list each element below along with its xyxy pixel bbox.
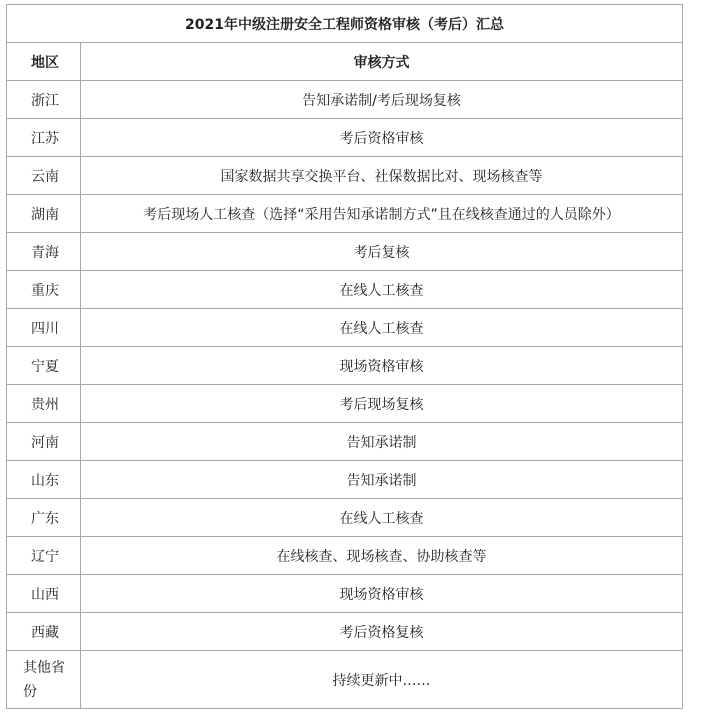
table-row (7, 461, 683, 499)
method-cell: 考后现场人工核查（选择“采用告知承诺制方式”且在线核查通过的人员除外） (81, 195, 683, 233)
method-cell: 考后现场复核 (81, 385, 683, 423)
region-cell: 湖南 (7, 195, 81, 233)
region-cell: 江苏 (7, 119, 81, 157)
region-cell: 重庆 (7, 271, 81, 309)
region-cell: 山西 (7, 575, 81, 613)
table-row (7, 575, 683, 613)
method-cell: 告知承诺制 (81, 423, 683, 461)
table-row (7, 499, 683, 537)
summary-table (6, 4, 683, 709)
region-cell: 西藏 (7, 613, 81, 651)
region-cell: 四川 (7, 309, 81, 347)
header-region: 地区 (7, 43, 81, 81)
region-cell: 宁夏 (7, 347, 81, 385)
method-cell: 告知承诺制 (81, 461, 683, 499)
region-cell: 贵州 (7, 385, 81, 423)
method-cell: 国家数据共享交换平台、社保数据比对、现场核查等 (81, 157, 683, 195)
table-title: 2021年中级注册安全工程师资格审核（考后）汇总 (7, 5, 683, 43)
region-cell: 山东 (7, 461, 81, 499)
region-cell: 广东 (7, 499, 81, 537)
method-cell: 现场资格审核 (81, 575, 683, 613)
table-row (7, 119, 683, 157)
region-cell: 河南 (7, 423, 81, 461)
method-cell: 考后复核 (81, 233, 683, 271)
method-cell: 在线人工核查 (81, 309, 683, 347)
region-cell: 青海 (7, 233, 81, 271)
table-row (7, 271, 683, 309)
region-cell: 其他省份 (7, 651, 81, 709)
region-cell: 浙江 (7, 81, 81, 119)
header-row (7, 43, 683, 81)
region-cell: 云南 (7, 157, 81, 195)
method-cell: 考后资格复核 (81, 613, 683, 651)
method-cell: 在线人工核查 (81, 271, 683, 309)
table-row (7, 81, 683, 119)
region-cell: 辽宁 (7, 537, 81, 575)
table-row (7, 613, 683, 651)
table-row (7, 385, 683, 423)
method-cell: 在线核查、现场核查、协助核查等 (81, 537, 683, 575)
header-method: 审核方式 (81, 43, 683, 81)
method-cell: 持续更新中…… (81, 651, 683, 709)
table-row (7, 537, 683, 575)
method-cell: 在线人工核查 (81, 499, 683, 537)
method-cell: 告知承诺制/考后现场复核 (81, 81, 683, 119)
table-row (7, 347, 683, 385)
table-row (7, 651, 683, 709)
table-row (7, 309, 683, 347)
table-row (7, 195, 683, 233)
title-row (7, 5, 683, 43)
table-row (7, 423, 683, 461)
method-cell: 现场资格审核 (81, 347, 683, 385)
table-row (7, 157, 683, 195)
method-cell: 考后资格审核 (81, 119, 683, 157)
summary-table-container (6, 4, 683, 709)
table-row (7, 233, 683, 271)
